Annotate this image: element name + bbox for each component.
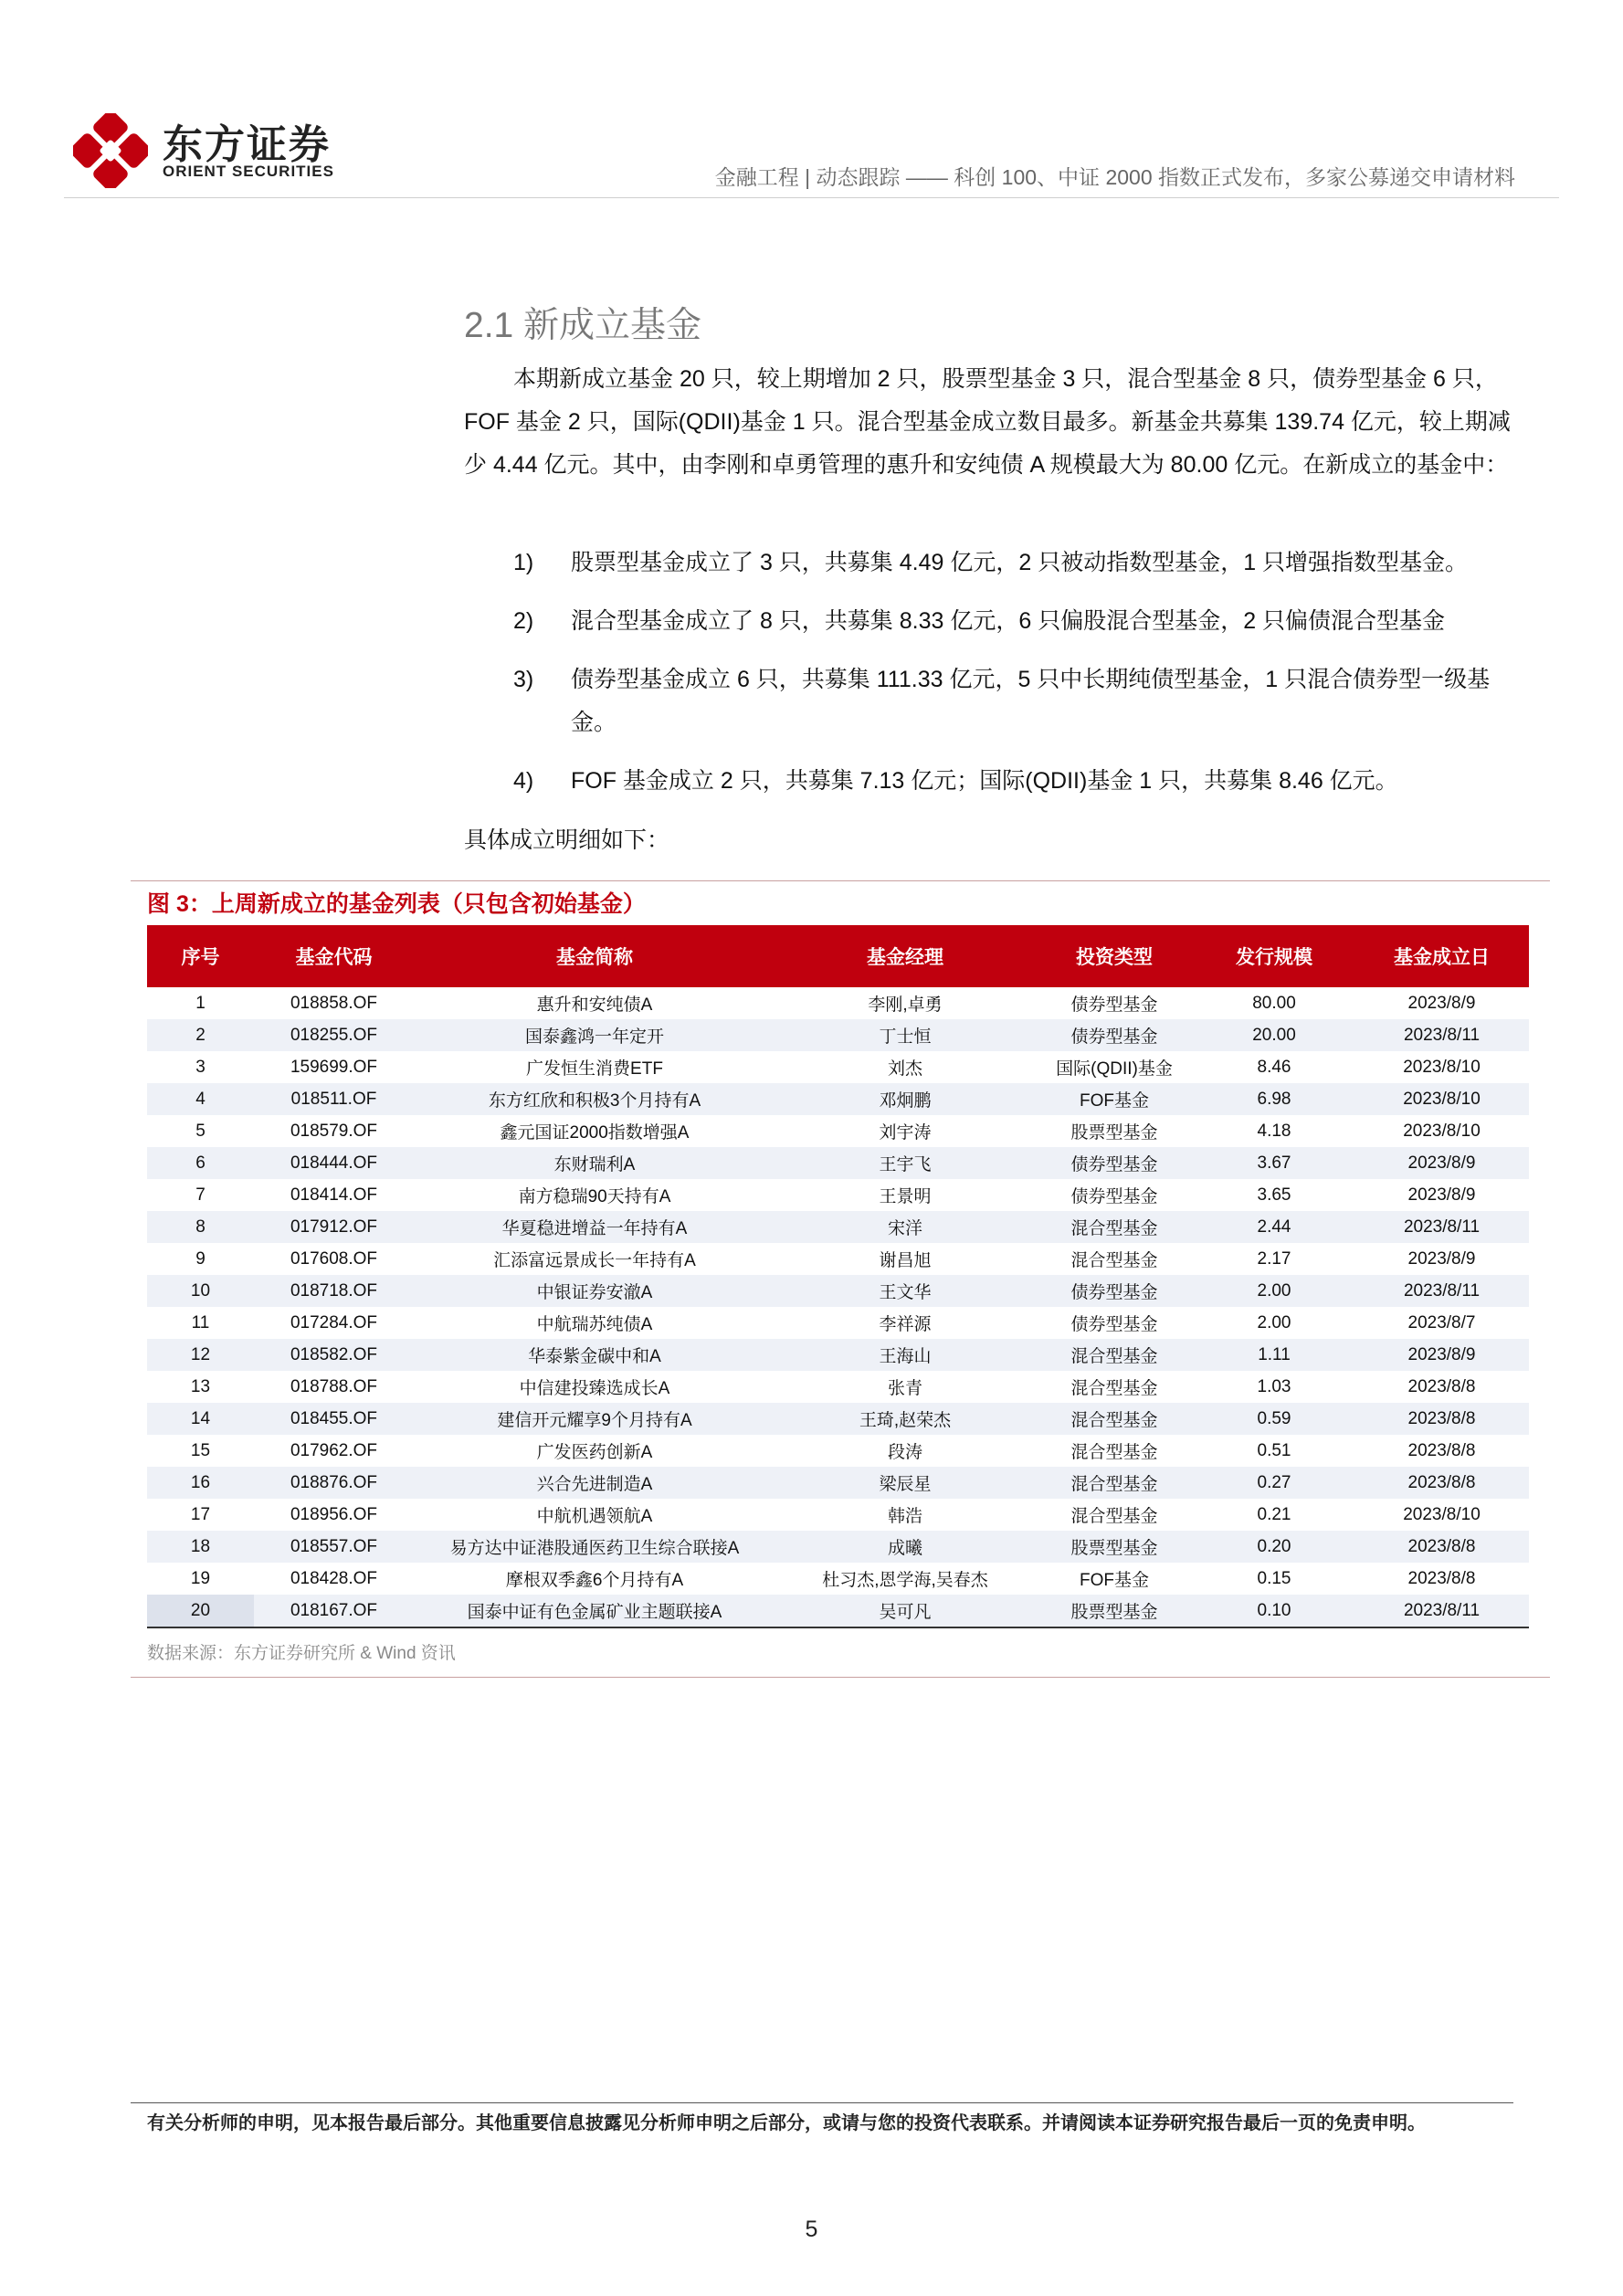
cell-type: 混合型基金	[1035, 1371, 1194, 1403]
cell-code: 018956.OF	[254, 1499, 414, 1531]
cell-name: 惠升和安纯债A	[414, 987, 775, 1019]
cell-name: 华夏稳进增益一年持有A	[414, 1211, 775, 1243]
cell-date: 2023/8/9	[1354, 1179, 1529, 1211]
cell-code: 018858.OF	[254, 987, 414, 1019]
cell-manager: 王景明	[775, 1179, 1035, 1211]
cell-type: 债券型基金	[1035, 1147, 1194, 1179]
figure-title: 图 3：上周新成立的基金列表（只包含初始基金）	[147, 891, 646, 917]
cell-size: 0.51	[1194, 1435, 1354, 1467]
column-header-date: 基金成立日	[1354, 925, 1529, 987]
table-body	[147, 987, 1529, 1627]
list-item-text: 混合型基金成立了 8 只，共募集 8.33 亿元，6 只偏股混合型基金，2 只偏债混合型基金	[571, 608, 1446, 634]
cell-type: FOF基金	[1035, 1563, 1194, 1595]
cell-date: 2023/8/9	[1354, 1339, 1529, 1371]
figure-bottom-divider	[131, 1677, 1550, 1678]
cell-name: 汇添富远景成长一年持有A	[414, 1243, 775, 1275]
cell-name: 华泰紫金碳中和A	[414, 1339, 775, 1371]
cell-size: 2.00	[1194, 1307, 1354, 1339]
logo-subtitle: ORIENT SECURITIES	[163, 163, 334, 180]
column-header-name: 基金简称	[414, 925, 775, 987]
table-row	[147, 1147, 1529, 1179]
company-logo	[73, 108, 365, 190]
list-item	[464, 600, 1525, 643]
cell-manager: 刘杰	[775, 1051, 1035, 1083]
cell-type: FOF基金	[1035, 1083, 1194, 1115]
cell-code: 017608.OF	[254, 1243, 414, 1275]
cell-date: 2023/8/11	[1354, 1211, 1529, 1243]
cell-index: 7	[147, 1179, 254, 1211]
cell-manager: 刘宇涛	[775, 1115, 1035, 1147]
cell-size: 80.00	[1194, 987, 1354, 1019]
table-row	[147, 1595, 1529, 1627]
cell-manager: 丁士恒	[775, 1019, 1035, 1051]
cell-size: 2.17	[1194, 1243, 1354, 1275]
cell-date: 2023/8/8	[1354, 1563, 1529, 1595]
list-item	[464, 658, 1525, 744]
list-item-text: FOF 基金成立 2 只，共募集 7.13 亿元；国际(QDII)基金 1 只，共募集 8.46 亿元。	[571, 768, 1398, 794]
cell-type: 混合型基金	[1035, 1339, 1194, 1371]
table-row	[147, 1211, 1529, 1243]
cell-name: 中航机遇领航A	[414, 1499, 775, 1531]
table-row	[147, 1403, 1529, 1435]
table-row	[147, 1563, 1529, 1595]
cell-code: 018414.OF	[254, 1179, 414, 1211]
cell-code: 018428.OF	[254, 1563, 414, 1595]
cell-index: 1	[147, 987, 254, 1019]
cell-size: 2.44	[1194, 1211, 1354, 1243]
list-item-text: 股票型基金成立了 3 只，共募集 4.49 亿元，2 只被动指数型基金，1 只增强指数型基金。	[571, 550, 1469, 575]
cell-manager: 段涛	[775, 1435, 1035, 1467]
cell-manager: 谢昌旭	[775, 1243, 1035, 1275]
cell-manager: 张青	[775, 1371, 1035, 1403]
cell-date: 2023/8/8	[1354, 1467, 1529, 1499]
cell-index: 10	[147, 1275, 254, 1307]
table-row	[147, 1019, 1529, 1051]
cell-type: 债券型基金	[1035, 1307, 1194, 1339]
section-title: 2.1 新成立基金	[464, 306, 702, 345]
cell-index: 12	[147, 1339, 254, 1371]
cell-code: 018455.OF	[254, 1403, 414, 1435]
cell-size: 3.67	[1194, 1147, 1354, 1179]
column-header-index: 序号	[147, 925, 254, 987]
cell-size: 20.00	[1194, 1019, 1354, 1051]
list-item	[464, 760, 1525, 803]
cell-name: 中航瑞苏纯债A	[414, 1307, 775, 1339]
cell-manager: 王琦,赵荣杰	[775, 1403, 1035, 1435]
table-header-row	[147, 925, 1529, 987]
column-header-code: 基金代码	[254, 925, 414, 987]
cell-size: 0.27	[1194, 1467, 1354, 1499]
cell-manager: 王海山	[775, 1339, 1035, 1371]
table-row	[147, 1371, 1529, 1403]
cell-code: 018788.OF	[254, 1371, 414, 1403]
cell-date: 2023/8/10	[1354, 1499, 1529, 1531]
cell-name: 南方稳瑞90天持有A	[414, 1179, 775, 1211]
table-row	[147, 1243, 1529, 1275]
cell-manager: 成曦	[775, 1531, 1035, 1563]
list-item-number: 3)	[513, 667, 534, 692]
cell-size: 8.46	[1194, 1051, 1354, 1083]
cell-size: 0.10	[1194, 1595, 1354, 1627]
table-row	[147, 987, 1529, 1019]
cell-date: 2023/8/9	[1354, 1243, 1529, 1275]
cell-name: 广发医药创新A	[414, 1435, 775, 1467]
cell-index: 20	[147, 1595, 254, 1627]
cell-name: 兴合先进制造A	[414, 1467, 775, 1499]
cell-size: 0.15	[1194, 1563, 1354, 1595]
cell-date: 2023/8/10	[1354, 1051, 1529, 1083]
report-header-title: 金融工程 | 动态跟踪 —— 科创 100、中证 2000 指数正式发布，多家公募递交申请材料	[714, 165, 1515, 189]
cell-code: 159699.OF	[254, 1051, 414, 1083]
table-row	[147, 1275, 1529, 1307]
cell-date: 2023/8/7	[1354, 1307, 1529, 1339]
cell-manager: 杜习杰,恩学海,吴春杰	[775, 1563, 1035, 1595]
cell-date: 2023/8/10	[1354, 1115, 1529, 1147]
cell-manager: 宋洋	[775, 1211, 1035, 1243]
detail-intro: 具体成立明细如下：	[464, 827, 670, 853]
cell-date: 2023/8/8	[1354, 1403, 1529, 1435]
cell-code: 018255.OF	[254, 1019, 414, 1051]
cell-index: 4	[147, 1083, 254, 1115]
cell-code: 018167.OF	[254, 1595, 414, 1627]
cell-name: 建信开元耀享9个月持有A	[414, 1403, 775, 1435]
table-row	[147, 1115, 1529, 1147]
table-row	[147, 1467, 1529, 1499]
cell-type: 混合型基金	[1035, 1499, 1194, 1531]
cell-type: 股票型基金	[1035, 1531, 1194, 1563]
cell-name: 摩根双季鑫6个月持有A	[414, 1563, 775, 1595]
cell-manager: 韩浩	[775, 1499, 1035, 1531]
cell-type: 混合型基金	[1035, 1243, 1194, 1275]
cell-name: 东财瑞利A	[414, 1147, 775, 1179]
cell-type: 混合型基金	[1035, 1467, 1194, 1499]
cell-code: 018444.OF	[254, 1147, 414, 1179]
cell-date: 2023/8/11	[1354, 1019, 1529, 1051]
cell-date: 2023/8/11	[1354, 1275, 1529, 1307]
fund-type-list	[464, 542, 1525, 818]
cell-type: 国际(QDII)基金	[1035, 1051, 1194, 1083]
cell-index: 17	[147, 1499, 254, 1531]
list-item-text: 债券型基金成立 6 只，共募集 111.33 亿元，5 只中长期纯债型基金，1 只混合债券型一级基金。	[571, 667, 1491, 735]
cell-date: 2023/8/10	[1354, 1083, 1529, 1115]
cell-date: 2023/8/11	[1354, 1595, 1529, 1627]
cell-name: 东方红欣和积极3个月持有A	[414, 1083, 775, 1115]
cell-manager: 王文华	[775, 1275, 1035, 1307]
table-row	[147, 1083, 1529, 1115]
cell-index: 14	[147, 1403, 254, 1435]
cell-name: 鑫元国证2000指数增强A	[414, 1115, 775, 1147]
cell-size: 6.98	[1194, 1083, 1354, 1115]
cell-manager: 李刚,卓勇	[775, 987, 1035, 1019]
cell-index: 15	[147, 1435, 254, 1467]
cell-manager: 梁辰星	[775, 1467, 1035, 1499]
table-row	[147, 1339, 1529, 1371]
table-row	[147, 1435, 1529, 1467]
cell-code: 018511.OF	[254, 1083, 414, 1115]
figure-top-divider	[131, 880, 1550, 881]
table-row	[147, 1179, 1529, 1211]
column-header-manager: 基金经理	[775, 925, 1035, 987]
cell-size: 0.20	[1194, 1531, 1354, 1563]
header-divider	[64, 197, 1559, 198]
cell-type: 股票型基金	[1035, 1595, 1194, 1627]
cell-date: 2023/8/9	[1354, 987, 1529, 1019]
list-item-number: 1)	[513, 550, 534, 575]
cell-size: 3.65	[1194, 1179, 1354, 1211]
cell-name: 国泰鑫鸿一年定开	[414, 1019, 775, 1051]
summary-paragraph: 本期新成立基金 20 只，较上期增加 2 只，股票型基金 3 只，混合型基金 8 只，债券型基金 6 只，FOF 基金 2 只，国际(QDII)基金 1 只。混合型基金成立数目最多。新基金共募集 139.74 亿元，较上期减少 4.44 亿元。其中，由李刚和卓勇管理的惠升和安纯债 A 规模最大为 80.00 亿元。在新成立的基金中：	[464, 366, 1511, 478]
list-item	[464, 542, 1525, 585]
table-row	[147, 1051, 1529, 1083]
logo-name: 东方证券	[163, 122, 331, 167]
page-number: 5	[805, 2217, 818, 2242]
cell-type: 混合型基金	[1035, 1211, 1194, 1243]
cell-type: 混合型基金	[1035, 1435, 1194, 1467]
cell-index: 6	[147, 1147, 254, 1179]
cell-index: 5	[147, 1115, 254, 1147]
cell-manager: 邓炯鹏	[775, 1083, 1035, 1115]
cell-index: 2	[147, 1019, 254, 1051]
cell-index: 13	[147, 1371, 254, 1403]
list-item-number: 2)	[513, 608, 534, 634]
orient-logo-icon	[73, 113, 148, 188]
data-source: 数据来源：东方证券研究所 & Wind 资讯	[147, 1644, 456, 1663]
cell-index: 3	[147, 1051, 254, 1083]
cell-code: 017912.OF	[254, 1211, 414, 1243]
column-header-type: 投资类型	[1035, 925, 1194, 987]
list-item-number: 4)	[513, 768, 534, 794]
cell-manager: 王宇飞	[775, 1147, 1035, 1179]
cell-code: 018579.OF	[254, 1115, 414, 1147]
cell-index: 19	[147, 1563, 254, 1595]
cell-code: 018582.OF	[254, 1339, 414, 1371]
cell-name: 中银证券安澈A	[414, 1275, 775, 1307]
cell-name: 中信建投臻选成长A	[414, 1371, 775, 1403]
table-row	[147, 1531, 1529, 1563]
cell-code: 017962.OF	[254, 1435, 414, 1467]
cell-index: 16	[147, 1467, 254, 1499]
cell-name: 国泰中证有色金属矿业主题联接A	[414, 1595, 775, 1627]
cell-code: 018557.OF	[254, 1531, 414, 1563]
cell-manager: 吴可凡	[775, 1595, 1035, 1627]
cell-size: 1.11	[1194, 1339, 1354, 1371]
table-row	[147, 1307, 1529, 1339]
cell-type: 债券型基金	[1035, 1179, 1194, 1211]
cell-date: 2023/8/8	[1354, 1531, 1529, 1563]
cell-name: 易方达中证港股通医药卫生综合联接A	[414, 1531, 775, 1563]
footer-divider	[131, 2102, 1513, 2103]
cell-type: 债券型基金	[1035, 1275, 1194, 1307]
cell-date: 2023/8/9	[1354, 1147, 1529, 1179]
cell-size: 4.18	[1194, 1115, 1354, 1147]
cell-index: 11	[147, 1307, 254, 1339]
cell-size: 1.03	[1194, 1371, 1354, 1403]
disclaimer: 有关分析师的申明，见本报告最后部分。其他重要信息披露见分析师申明之后部分，或请与您的投资代表联系。并请阅读本证券研究报告最后一页的免责申明。	[147, 2113, 1426, 2133]
cell-type: 债券型基金	[1035, 987, 1194, 1019]
cell-size: 0.21	[1194, 1499, 1354, 1531]
cell-manager: 李祥源	[775, 1307, 1035, 1339]
cell-code: 018718.OF	[254, 1275, 414, 1307]
new-funds-table	[147, 925, 1529, 1628]
cell-type: 债券型基金	[1035, 1019, 1194, 1051]
cell-size: 2.00	[1194, 1275, 1354, 1307]
table-row	[147, 1499, 1529, 1531]
cell-index: 8	[147, 1211, 254, 1243]
cell-code: 018876.OF	[254, 1467, 414, 1499]
cell-index: 18	[147, 1531, 254, 1563]
cell-date: 2023/8/8	[1354, 1435, 1529, 1467]
cell-date: 2023/8/8	[1354, 1371, 1529, 1403]
column-header-size: 发行规模	[1194, 925, 1354, 987]
cell-type: 混合型基金	[1035, 1403, 1194, 1435]
cell-name: 广发恒生消费ETF	[414, 1051, 775, 1083]
cell-code: 017284.OF	[254, 1307, 414, 1339]
cell-index: 9	[147, 1243, 254, 1275]
cell-type: 股票型基金	[1035, 1115, 1194, 1147]
cell-size: 0.59	[1194, 1403, 1354, 1435]
